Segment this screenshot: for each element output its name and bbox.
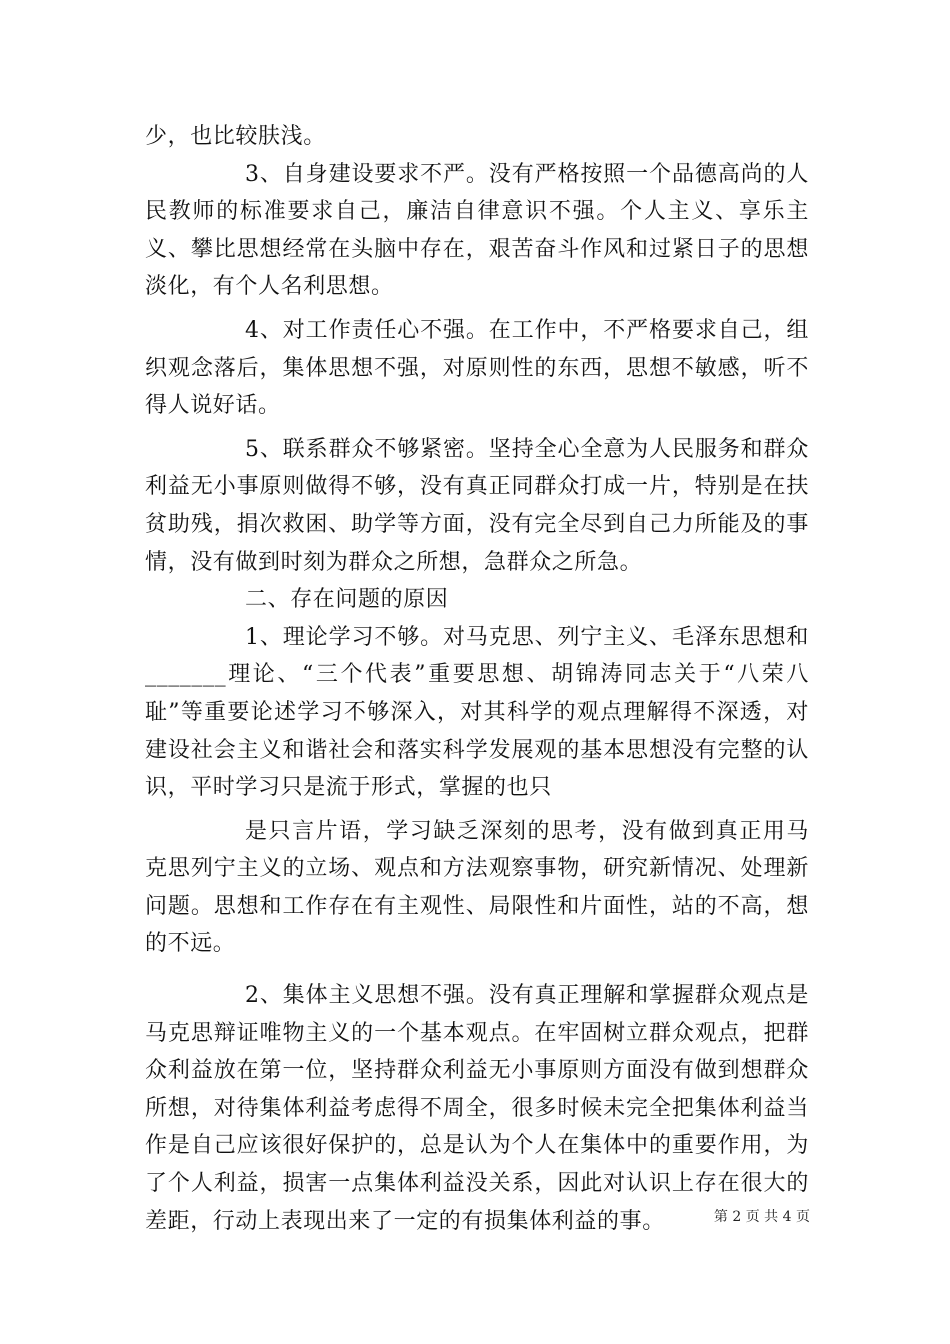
paragraph-reason-2: 2、集体主义思想不强。没有真正理解和掌握群众观点是马克思辩证唯物主义的一个基本观点。在牢固树立群众观点，把群众利益放在第一位，坚持群众利益无小事原则方面没有做到想群众所想，对待集体利益考虑得不周全，很多时候未完全把集体利益当作是自己应该很好保护的，总是认为个人在集体中的重要作用，为了个人利益，损害一点集体利益没关系，因此对认识上存在很大的差距，行动上表现出来了一定的有损集体利益的事。 xyxy=(145,983,809,1234)
paragraph-reason-1: 1、理论学习不够。对马克思、列宁主义、毛泽东思想和_______理论、“三个代表”重要思想、胡锦涛同志关于“八荣八耻”等重要论述学习不够深入，对其科学的观点理解得不深透，对建设社会主义和谐社会和落实科学发展观的基本思想没有完整的认识，平时学习只是流于形式，掌握的也只 xyxy=(145,624,809,801)
paragraph-item-4: 4、对工作责任心不强。在工作中，不严格要求自己，组织观念落后，集体思想不强，对原则性的东西，思想不敏感，听不得人说好话。 xyxy=(145,317,809,419)
document-body xyxy=(145,118,809,1240)
page-number: 第 2 页 共 4 页 xyxy=(713,1209,810,1225)
section-heading: 二、存在问题的原因 xyxy=(245,587,449,613)
paragraph-reason-1-continued: 是只言片语，学习缺乏深刻的思考，没有做到真正用马克思列宁主义的立场、观点和方法观察事物，研究新情况、处理新问题。思想和工作存在有主观性、局限性和片面性，站的不高，想的不远。 xyxy=(145,818,809,957)
paragraph-item-3: 3、自身建设要求不严。没有严格按照一个品德高尚的人民教师的标准要求自己，廉洁自律意识不强。个人主义、享乐主义、攀比思想经常在头脑中存在，艰苦奋斗作风和过紧日子的思想淡化，有个人名利思想。 xyxy=(145,161,809,300)
paragraph-item-5: 5、联系群众不够紧密。坚持全心全意为人民服务和群众利益无小事原则做得不够，没有真正同群众打成一片，特别是在扶贫助残，捐次救困、助学等方面，没有完全尽到自己力所能及的事情，没有做到时刻为群众之所想，急群众之所急。 xyxy=(145,436,809,575)
paragraph-continuation: 少，也比较肤浅。 xyxy=(145,124,326,149)
